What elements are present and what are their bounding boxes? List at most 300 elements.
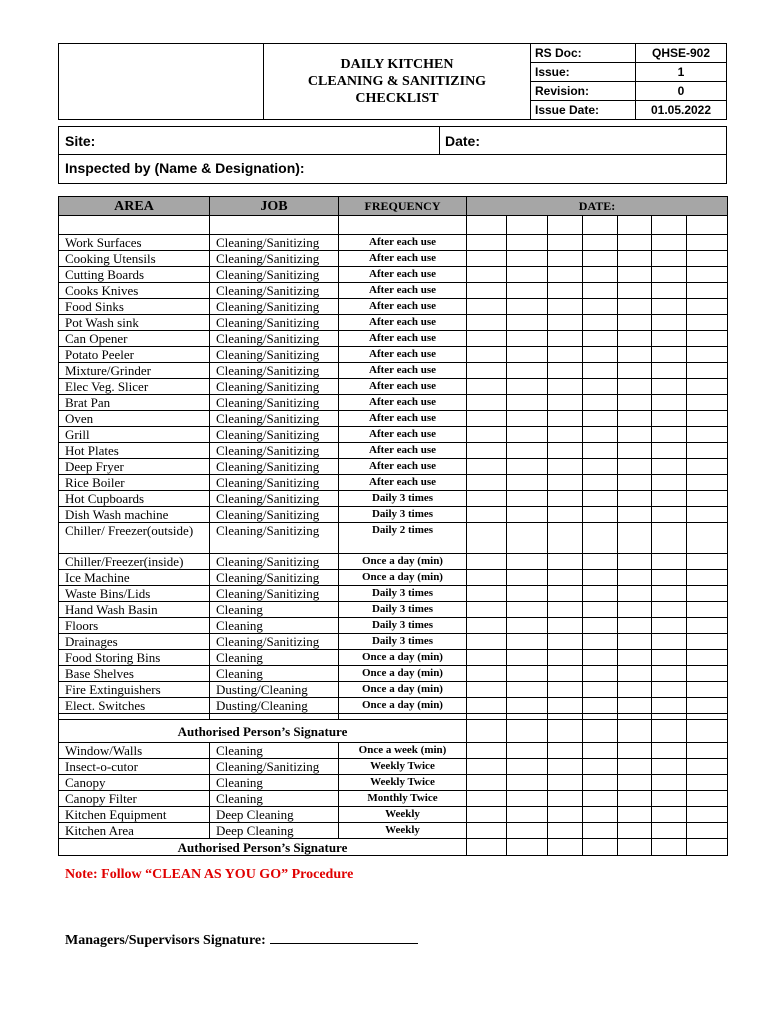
date-check-cell[interactable]	[687, 379, 728, 395]
date-check-cell[interactable]	[507, 554, 548, 570]
date-check-cell[interactable]	[652, 523, 687, 554]
date-check-cell[interactable]	[583, 586, 618, 602]
date-check-cell[interactable]	[548, 395, 583, 411]
date-check-cell[interactable]	[687, 331, 728, 347]
date-check-cell[interactable]	[687, 666, 728, 682]
date-check-cell[interactable]	[467, 491, 507, 507]
date-check-cell[interactable]	[548, 682, 583, 698]
date-check-cell[interactable]	[618, 235, 652, 251]
date-check-cell[interactable]	[548, 720, 583, 743]
date-check-cell[interactable]	[507, 347, 548, 363]
date-check-cell[interactable]	[687, 570, 728, 586]
date-check-cell[interactable]	[548, 586, 583, 602]
date-check-cell[interactable]	[507, 759, 548, 775]
date-check-cell[interactable]	[583, 666, 618, 682]
date-check-cell[interactable]	[652, 618, 687, 634]
date-check-cell[interactable]	[618, 443, 652, 459]
date-check-cell[interactable]	[507, 698, 548, 714]
date-check-cell[interactable]	[618, 602, 652, 618]
date-check-cell[interactable]	[467, 411, 507, 427]
date-check-cell[interactable]	[687, 807, 728, 823]
date-check-cell[interactable]	[687, 720, 728, 743]
frequency-cell: Daily 3 times	[339, 634, 467, 650]
job-cell: Cleaning/Sanitizing	[210, 331, 339, 347]
frequency-cell: Once a day (min)	[339, 554, 467, 570]
date-check-cell[interactable]	[548, 315, 583, 331]
date-check-cell[interactable]	[583, 331, 618, 347]
date-check-cell[interactable]	[652, 411, 687, 427]
date-check-cell[interactable]	[618, 634, 652, 650]
date-check-cell[interactable]	[618, 347, 652, 363]
date-check-cell[interactable]	[687, 411, 728, 427]
date-check-cell[interactable]	[507, 475, 548, 491]
date-check-cell[interactable]	[467, 395, 507, 411]
date-check-cell[interactable]	[467, 602, 507, 618]
date-check-cell[interactable]	[548, 602, 583, 618]
area-cell: Kitchen Area	[59, 823, 210, 839]
date-check-cell[interactable]	[548, 823, 583, 839]
date-check-cell[interactable]	[583, 743, 618, 759]
checklist-row	[59, 315, 728, 331]
date-check-cell[interactable]	[548, 791, 583, 807]
date-check-cell[interactable]	[652, 216, 687, 235]
date-check-cell[interactable]	[652, 363, 687, 379]
date-check-cell[interactable]	[507, 682, 548, 698]
date-check-cell[interactable]	[548, 807, 583, 823]
date-check-cell[interactable]	[467, 634, 507, 650]
date-check-cell[interactable]	[618, 363, 652, 379]
date-check-cell[interactable]	[618, 283, 652, 299]
job-cell: Dusting/Cleaning	[210, 682, 339, 698]
date-check-cell[interactable]	[467, 807, 507, 823]
date-check-cell[interactable]	[687, 839, 728, 856]
date-check-cell[interactable]	[618, 315, 652, 331]
date-check-cell[interactable]	[548, 475, 583, 491]
date-check-cell[interactable]	[548, 839, 583, 856]
date-check-cell[interactable]	[618, 299, 652, 315]
date-check-cell[interactable]	[652, 602, 687, 618]
date-check-cell[interactable]	[548, 759, 583, 775]
date-check-cell[interactable]	[467, 554, 507, 570]
date-check-cell[interactable]	[618, 720, 652, 743]
date-check-cell[interactable]	[687, 251, 728, 267]
date-check-cell[interactable]	[618, 775, 652, 791]
date-check-cell[interactable]	[687, 395, 728, 411]
date-check-cell[interactable]	[548, 650, 583, 666]
date-check-cell[interactable]	[583, 698, 618, 714]
date-check-cell[interactable]	[652, 427, 687, 443]
date-check-cell[interactable]	[548, 363, 583, 379]
date-check-cell[interactable]	[687, 775, 728, 791]
date-check-cell[interactable]	[507, 570, 548, 586]
date-check-cell[interactable]	[618, 411, 652, 427]
date-check-cell[interactable]	[548, 216, 583, 235]
date-check-cell[interactable]	[618, 507, 652, 523]
job-cell: Deep Cleaning	[210, 823, 339, 839]
date-check-cell[interactable]	[583, 682, 618, 698]
date-check-cell[interactable]	[548, 331, 583, 347]
date-check-cell[interactable]	[687, 267, 728, 283]
date-check-cell[interactable]	[618, 216, 652, 235]
date-check-cell[interactable]	[652, 443, 687, 459]
date-check-cell[interactable]	[467, 720, 507, 743]
date-check-cell[interactable]	[687, 743, 728, 759]
area-cell: Chiller/ Freezer(outside)	[59, 523, 210, 554]
date-check-cell[interactable]	[583, 807, 618, 823]
date-check-cell[interactable]	[687, 634, 728, 650]
date-check-cell[interactable]	[618, 491, 652, 507]
date-check-cell[interactable]	[652, 347, 687, 363]
date-check-cell[interactable]	[687, 523, 728, 554]
date-check-cell[interactable]	[507, 363, 548, 379]
area-cell: Deep Fryer	[59, 459, 210, 475]
date-check-cell[interactable]	[507, 839, 548, 856]
date-check-cell[interactable]	[652, 720, 687, 743]
date-check-cell[interactable]	[548, 775, 583, 791]
date-check-cell[interactable]	[583, 299, 618, 315]
date-check-cell[interactable]	[583, 634, 618, 650]
date-check-cell[interactable]	[618, 618, 652, 634]
date-check-cell[interactable]	[548, 618, 583, 634]
date-check-cell[interactable]	[652, 395, 687, 411]
date-check-cell[interactable]	[583, 216, 618, 235]
date-check-cell[interactable]	[507, 743, 548, 759]
date-check-cell[interactable]	[583, 267, 618, 283]
area-cell: Cutting Boards	[59, 267, 210, 283]
date-check-cell[interactable]	[507, 666, 548, 682]
date-check-cell[interactable]	[583, 459, 618, 475]
date-check-cell[interactable]	[507, 507, 548, 523]
date-check-cell[interactable]	[652, 791, 687, 807]
date-check-cell[interactable]	[687, 698, 728, 714]
date-check-cell[interactable]	[652, 650, 687, 666]
date-check-cell[interactable]	[687, 586, 728, 602]
date-check-cell[interactable]	[583, 411, 618, 427]
date-check-cell[interactable]	[467, 283, 507, 299]
date-check-cell[interactable]	[618, 331, 652, 347]
date-check-cell[interactable]	[548, 347, 583, 363]
date-check-cell[interactable]	[548, 491, 583, 507]
date-check-cell[interactable]	[583, 523, 618, 554]
checklist-row	[59, 823, 728, 839]
date-check-cell[interactable]	[583, 379, 618, 395]
date-check-cell[interactable]	[583, 791, 618, 807]
date-check-cell[interactable]	[618, 570, 652, 586]
date-check-cell[interactable]	[507, 411, 548, 427]
date-check-cell[interactable]	[618, 839, 652, 856]
date-check-cell[interactable]	[548, 698, 583, 714]
date-check-cell[interactable]	[467, 235, 507, 251]
title-line-1: DAILY KITCHEN	[340, 57, 454, 72]
date-check-cell[interactable]	[507, 459, 548, 475]
date-check-cell[interactable]	[618, 395, 652, 411]
date-check-cell[interactable]	[583, 759, 618, 775]
date-check-cell[interactable]	[652, 315, 687, 331]
date-check-cell[interactable]	[507, 331, 548, 347]
date-check-cell[interactable]	[548, 379, 583, 395]
date-check-cell[interactable]	[467, 650, 507, 666]
date-check-cell[interactable]	[618, 650, 652, 666]
frequency-cell: Once a day (min)	[339, 666, 467, 682]
date-check-cell[interactable]	[687, 554, 728, 570]
date-check-cell[interactable]	[467, 507, 507, 523]
date-check-cell[interactable]	[652, 331, 687, 347]
date-check-cell[interactable]	[652, 743, 687, 759]
date-check-cell[interactable]	[652, 283, 687, 299]
date-check-cell[interactable]	[618, 823, 652, 839]
date-check-cell[interactable]	[652, 634, 687, 650]
date-check-cell[interactable]	[583, 395, 618, 411]
date-check-cell[interactable]	[687, 682, 728, 698]
date-check-cell[interactable]	[507, 283, 548, 299]
date-check-cell[interactable]	[652, 475, 687, 491]
date-check-cell[interactable]	[467, 618, 507, 634]
date-check-cell[interactable]	[583, 618, 618, 634]
date-check-cell[interactable]	[548, 235, 583, 251]
date-check-cell[interactable]	[548, 251, 583, 267]
date-check-cell[interactable]	[507, 791, 548, 807]
date-check-cell[interactable]	[507, 379, 548, 395]
frequency-cell: Daily 3 times	[339, 586, 467, 602]
date-check-cell[interactable]	[548, 743, 583, 759]
date-check-cell[interactable]	[583, 363, 618, 379]
date-check-cell[interactable]	[467, 299, 507, 315]
date-check-cell[interactable]	[507, 443, 548, 459]
date-check-cell[interactable]	[687, 283, 728, 299]
date-check-cell[interactable]	[687, 618, 728, 634]
date-check-cell[interactable]	[583, 347, 618, 363]
date-check-cell[interactable]	[467, 216, 507, 235]
date-check-cell[interactable]	[507, 618, 548, 634]
date-check-cell[interactable]	[507, 602, 548, 618]
date-check-cell[interactable]	[652, 491, 687, 507]
date-check-cell[interactable]	[507, 251, 548, 267]
date-check-cell[interactable]	[507, 315, 548, 331]
date-check-cell[interactable]	[548, 666, 583, 682]
date-check-cell[interactable]	[548, 427, 583, 443]
checklist-row	[59, 507, 728, 523]
frequency-cell: After each use	[339, 235, 467, 251]
date-check-cell[interactable]	[507, 720, 548, 743]
job-cell: Cleaning	[210, 650, 339, 666]
date-check-cell[interactable]	[652, 807, 687, 823]
date-check-cell[interactable]	[687, 235, 728, 251]
date-check-cell[interactable]	[687, 427, 728, 443]
date-check-cell[interactable]	[687, 347, 728, 363]
date-check-cell[interactable]	[467, 839, 507, 856]
date-check-cell[interactable]	[583, 570, 618, 586]
date-check-cell[interactable]	[583, 650, 618, 666]
date-check-cell[interactable]	[583, 507, 618, 523]
area-cell: Pot Wash sink	[59, 315, 210, 331]
doc-info-value: 01.05.2022	[636, 100, 727, 119]
date-check-cell[interactable]	[583, 251, 618, 267]
date-check-cell[interactable]	[618, 807, 652, 823]
date-check-cell[interactable]	[548, 299, 583, 315]
date-check-cell[interactable]	[467, 570, 507, 586]
frequency-cell: After each use	[339, 347, 467, 363]
date-check-cell[interactable]	[467, 315, 507, 331]
date-check-cell[interactable]	[618, 698, 652, 714]
date-check-cell[interactable]	[507, 775, 548, 791]
date-check-cell[interactable]	[467, 363, 507, 379]
date-check-cell[interactable]	[652, 235, 687, 251]
signature-label: Authorised Person’s Signature	[59, 839, 467, 856]
date-check-cell[interactable]	[687, 507, 728, 523]
date-check-cell[interactable]	[548, 283, 583, 299]
date-check-cell[interactable]	[507, 395, 548, 411]
date-check-cell[interactable]	[583, 235, 618, 251]
date-check-cell[interactable]	[652, 267, 687, 283]
date-check-cell[interactable]	[652, 823, 687, 839]
date-check-cell[interactable]	[618, 554, 652, 570]
date-check-cell[interactable]	[467, 251, 507, 267]
blank-cell	[210, 216, 339, 235]
date-check-cell[interactable]	[548, 267, 583, 283]
job-cell: Cleaning/Sanitizing	[210, 475, 339, 491]
date-check-cell[interactable]	[652, 586, 687, 602]
date-check-cell[interactable]	[652, 666, 687, 682]
checklist-row	[59, 570, 728, 586]
date-check-cell[interactable]	[652, 775, 687, 791]
date-check-cell[interactable]	[652, 459, 687, 475]
date-check-cell[interactable]	[618, 759, 652, 775]
date-check-cell[interactable]	[467, 698, 507, 714]
job-column-header: JOB	[210, 197, 339, 216]
date-check-cell[interactable]	[467, 443, 507, 459]
date-check-cell[interactable]	[687, 491, 728, 507]
date-check-cell[interactable]	[652, 839, 687, 856]
date-check-cell[interactable]	[583, 427, 618, 443]
date-check-cell[interactable]	[507, 299, 548, 315]
manager-signature-line[interactable]	[270, 931, 418, 944]
date-check-cell[interactable]	[583, 823, 618, 839]
date-check-cell[interactable]	[687, 363, 728, 379]
date-check-cell[interactable]	[618, 459, 652, 475]
date-check-cell[interactable]	[467, 682, 507, 698]
date-check-cell[interactable]	[687, 299, 728, 315]
date-check-cell[interactable]	[687, 791, 728, 807]
date-check-cell[interactable]	[548, 411, 583, 427]
date-check-cell[interactable]	[548, 507, 583, 523]
site-field[interactable]	[59, 127, 440, 154]
date-check-cell[interactable]	[507, 235, 548, 251]
date-check-cell[interactable]	[507, 216, 548, 235]
date-check-cell[interactable]	[467, 666, 507, 682]
job-cell: Cleaning/Sanitizing	[210, 251, 339, 267]
date-check-cell[interactable]	[507, 427, 548, 443]
date-check-cell[interactable]	[548, 459, 583, 475]
date-check-cell[interactable]	[652, 759, 687, 775]
date-check-cell[interactable]	[583, 283, 618, 299]
frequency-cell: Once a day (min)	[339, 570, 467, 586]
date-check-cell[interactable]	[467, 823, 507, 839]
date-check-cell[interactable]	[467, 379, 507, 395]
date-check-cell[interactable]	[687, 216, 728, 235]
date-check-cell[interactable]	[467, 475, 507, 491]
date-check-cell[interactable]	[618, 251, 652, 267]
date-check-cell[interactable]	[583, 554, 618, 570]
date-check-cell[interactable]	[467, 459, 507, 475]
date-check-cell[interactable]	[687, 315, 728, 331]
date-check-cell[interactable]	[583, 443, 618, 459]
date-check-cell[interactable]	[507, 807, 548, 823]
date-check-cell[interactable]	[548, 523, 583, 554]
date-check-cell[interactable]	[652, 299, 687, 315]
date-check-cell[interactable]	[687, 650, 728, 666]
date-check-cell[interactable]	[467, 331, 507, 347]
date-check-cell[interactable]	[507, 650, 548, 666]
date-check-cell[interactable]	[652, 379, 687, 395]
date-check-cell[interactable]	[583, 491, 618, 507]
date-check-cell[interactable]	[467, 347, 507, 363]
date-check-cell[interactable]	[507, 267, 548, 283]
date-check-cell[interactable]	[467, 523, 507, 554]
date-check-cell[interactable]	[652, 682, 687, 698]
date-check-cell[interactable]	[652, 698, 687, 714]
manager-signature	[65, 931, 418, 949]
date-check-cell[interactable]	[618, 791, 652, 807]
date-check-cell[interactable]	[548, 634, 583, 650]
blank-cell	[339, 216, 467, 235]
date-check-cell[interactable]	[583, 475, 618, 491]
date-check-cell[interactable]	[618, 743, 652, 759]
date-check-cell[interactable]	[548, 570, 583, 586]
area-column-header: AREA	[59, 197, 210, 216]
date-check-cell[interactable]	[467, 267, 507, 283]
date-check-cell[interactable]	[652, 554, 687, 570]
date-check-cell[interactable]	[467, 743, 507, 759]
date-check-cell[interactable]	[618, 475, 652, 491]
date-check-cell[interactable]	[583, 602, 618, 618]
date-check-cell[interactable]	[687, 602, 728, 618]
date-check-cell[interactable]	[467, 775, 507, 791]
date-check-cell[interactable]	[687, 459, 728, 475]
date-check-cell[interactable]	[467, 427, 507, 443]
date-check-cell[interactable]	[618, 379, 652, 395]
date-check-cell[interactable]	[618, 586, 652, 602]
date-check-cell[interactable]	[548, 554, 583, 570]
date-check-cell[interactable]	[583, 720, 618, 743]
date-check-cell[interactable]	[618, 682, 652, 698]
date-check-cell[interactable]	[548, 443, 583, 459]
date-check-cell[interactable]	[583, 775, 618, 791]
date-check-cell[interactable]	[652, 570, 687, 586]
date-check-cell[interactable]	[687, 475, 728, 491]
date-check-cell[interactable]	[467, 791, 507, 807]
date-check-cell[interactable]	[583, 315, 618, 331]
date-check-cell[interactable]	[687, 443, 728, 459]
date-check-cell[interactable]	[618, 523, 652, 554]
date-check-cell[interactable]	[507, 523, 548, 554]
date-check-cell[interactable]	[618, 666, 652, 682]
date-check-cell[interactable]	[467, 759, 507, 775]
job-cell: Cleaning/Sanitizing	[210, 491, 339, 507]
date-check-cell[interactable]	[618, 427, 652, 443]
date-check-cell[interactable]	[467, 586, 507, 602]
date-check-cell[interactable]	[507, 634, 548, 650]
date-check-cell[interactable]	[507, 823, 548, 839]
date-check-cell[interactable]	[687, 823, 728, 839]
date-check-cell[interactable]	[507, 491, 548, 507]
document-info-table	[531, 44, 726, 119]
date-check-cell[interactable]	[507, 586, 548, 602]
date-check-cell[interactable]	[652, 251, 687, 267]
date-check-cell[interactable]	[652, 507, 687, 523]
date-check-cell[interactable]	[687, 759, 728, 775]
date-check-cell[interactable]	[583, 839, 618, 856]
date-check-cell[interactable]	[618, 267, 652, 283]
